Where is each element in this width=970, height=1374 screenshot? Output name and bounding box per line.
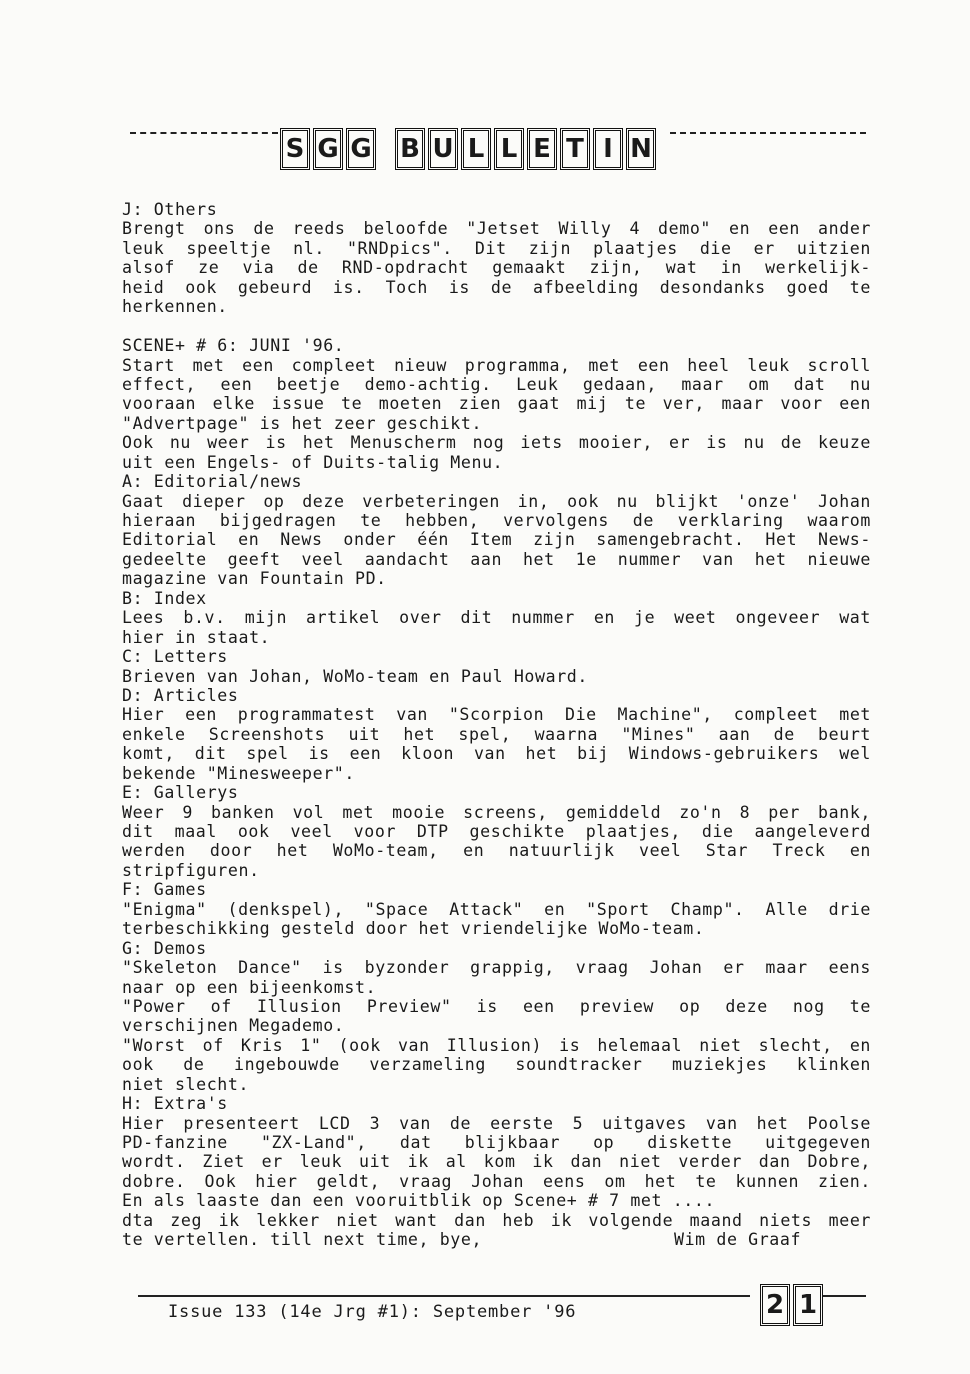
title-letter: L xyxy=(461,128,491,170)
text-line: naar op een bijeenkomst. xyxy=(122,977,377,997)
text-line: leuk speeltje nl. "RNDpics". Dit zijn plaatjes die er uitzien xyxy=(122,238,871,258)
text-line: PD-fanzine "ZX-Land", dat blijkbaar op diskette uitgegeven xyxy=(122,1133,871,1152)
text-line: Start met een compleet nieuw programma, met een heel leuk scroll xyxy=(122,355,871,375)
text-line: "Skeleton Dance" is byzonder grappig, vraag Johan er maar eens xyxy=(122,958,871,978)
text-line: Hier presenteert LCD 3 van de eerste 5 uitgaves van het Poolse xyxy=(122,1113,871,1133)
title-letter: G xyxy=(313,128,343,170)
page-digit: 2 xyxy=(760,1284,790,1326)
text-line: gedeelte geeft veel aandacht aan het 1e nummer van het nieuwe xyxy=(122,549,871,569)
text-line: bekende "Minesweeper". xyxy=(122,763,355,783)
text-line: vooraan elke issue te moeten zien gaat mij te ver, maar voor een xyxy=(122,394,871,414)
text-line: C: Letters xyxy=(122,647,228,667)
text-line: "Advertpage" is het zeer geschikt. xyxy=(122,413,483,433)
text-line: hieraan bijgedragen te hebben, vervolgens de verklaring waarom xyxy=(122,511,871,530)
text-line: werden door het WoMo-team, en natuurlijk veel Star Treck en xyxy=(122,841,871,861)
text-line: ook de ingebouwde verzameling soundtracker muziekjes klinken xyxy=(122,1055,871,1075)
text-line: "Power of Illusion Preview" is een preview op deze nog te xyxy=(122,996,871,1016)
article-body xyxy=(122,200,871,1250)
title-letter: U xyxy=(428,128,458,170)
text-line: G: Demos xyxy=(122,938,207,958)
text-line: komt, dit spel is een kloon van het bij Windows-gebruikers wel xyxy=(122,744,871,764)
text-line: dit maal ook veel voor DTP geschikte plaatjes, die aangeleverd xyxy=(122,822,871,841)
title-letter: S xyxy=(280,128,310,170)
text-line: F: Games xyxy=(122,880,207,900)
footer-rule-right xyxy=(820,1295,866,1297)
text-line: J: Others xyxy=(122,200,218,219)
text-line: "Worst of Kris 1" (ook van Illusion) is helemaal niet slecht, en xyxy=(122,1035,871,1055)
text-line: Editorial en News onder één Item zijn samengebracht. Het News- xyxy=(122,530,871,550)
bulletin-header xyxy=(130,128,866,176)
text-line: heid ook gebeurd is. Toch is de afbeelding desondanks goed te xyxy=(122,277,871,297)
text-line: uit een Engels- of Duits-talig Menu. xyxy=(122,452,504,472)
header-rule-left xyxy=(130,132,278,134)
text-line: verschijnen Megademo. xyxy=(122,1016,345,1036)
header-rule-right xyxy=(670,132,866,134)
text-line: D: Articles xyxy=(122,685,239,705)
text-line: herkennen. xyxy=(122,297,228,317)
title-letter: L xyxy=(494,128,524,170)
text-line: niet slecht. xyxy=(122,1074,250,1094)
text-line: Weer 9 banken vol met mooie screens, gemiddeld zo'n 8 per bank, xyxy=(122,802,871,822)
text-line: Brieven van Johan, WoMo-team en Paul Howard. xyxy=(122,666,588,686)
text-line: Lees b.v. mijn artikel over dit nummer en je weet ongeveer wat xyxy=(122,608,871,628)
text-line: E: Gallerys xyxy=(122,783,239,803)
bulletin-title xyxy=(280,128,659,170)
text-line: stripfiguren. xyxy=(122,860,260,880)
text-line: Gaat dieper op deze verbeteringen in, ook nu blijkt 'onze' Johan xyxy=(122,491,871,511)
title-letter: E xyxy=(527,128,557,170)
page-number xyxy=(760,1284,826,1326)
author-signature: Wim de Graaf xyxy=(674,1230,802,1250)
text-line: "Enigma" (denkspel), "Space Attack" en "Sport Champ". Alle drie xyxy=(122,899,871,919)
text-line: Hier een programmatest van "Scorpion Die Machine", compleet met xyxy=(122,705,871,725)
closing-line xyxy=(122,1230,871,1249)
text-line: terbeschikking gesteld door het vriendelijke WoMo-team. xyxy=(122,919,705,939)
text-line: wordt. Ziet er leuk uit ik al kom ik dan niet verder dan Dobre, xyxy=(122,1152,871,1172)
text-line: B: Index xyxy=(122,588,207,608)
blank-line xyxy=(122,317,871,336)
footer-rule xyxy=(138,1295,750,1297)
title-letter: N xyxy=(626,128,656,170)
text-line: Brengt ons de reeds beloofde "Jetset Willy 4 demo" en een ander xyxy=(122,219,871,239)
text-line: H: Extra's xyxy=(122,1094,228,1114)
text-line: dobre. Ook hier geldt, vraag Johan eens om het te kunnen zien. xyxy=(122,1171,871,1191)
text-line: A: Editorial/news xyxy=(122,472,303,492)
text-line: hier in staat. xyxy=(122,627,271,647)
title-letter: B xyxy=(395,128,425,170)
text-line: enkele Screenshots uit het spel, waarna "Mines" aan de beurt xyxy=(122,724,871,744)
title-letter: G xyxy=(346,128,376,170)
text-line: En als laaste dan een vooruitblik op Scene+ # 7 met .... xyxy=(122,1191,716,1211)
text-line: Ook nu weer is het Menuscherm nog iets mooier, er is nu de keuze xyxy=(122,433,871,453)
text-line: magazine van Fountain PD. xyxy=(122,569,387,589)
title-letter: I xyxy=(593,128,623,170)
text-line: effect, een beetje demo-achtig. Leuk gedaan, maar om dat nu xyxy=(122,374,871,394)
text-line: SCENE+ # 6: JUNI '96. xyxy=(122,336,345,356)
issue-info: Issue 133 (14e Jrg #1): September '96 xyxy=(168,1302,577,1322)
text-line: alsof ze via de RND-opdracht gemaakt zijn, wat in werkelijk- xyxy=(122,258,871,278)
page-digit: 1 xyxy=(793,1284,823,1326)
text-line: dta zeg ik lekker niet want dan heb ik volgende maand niets meer xyxy=(122,1210,871,1230)
closing-text: te vertellen. till next time, bye, xyxy=(122,1230,483,1250)
title-letter: T xyxy=(560,128,590,170)
